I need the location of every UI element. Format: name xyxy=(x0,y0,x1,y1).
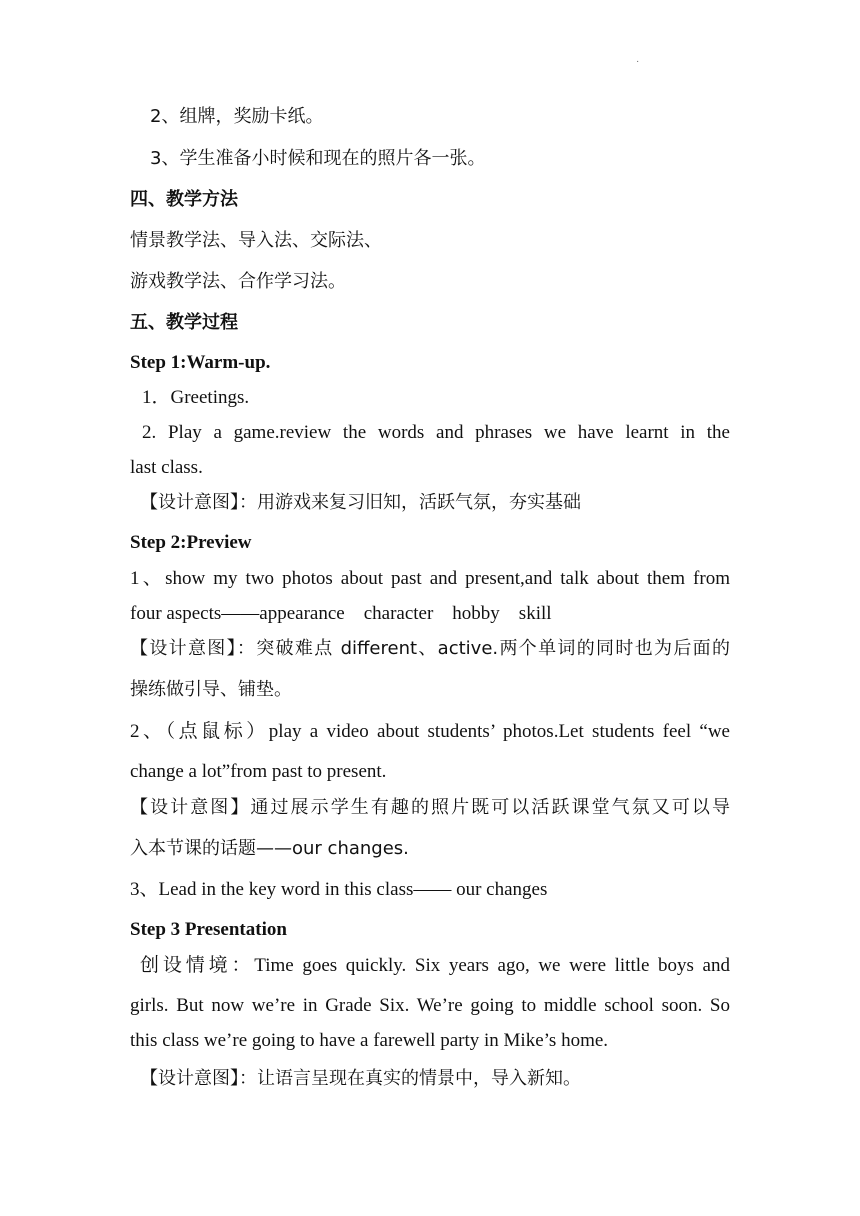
design-intent-2-cont: 操练做引导、铺垫。 xyxy=(130,679,292,700)
methods-line-2: 游戏教学法、合作学习法。 xyxy=(130,271,346,292)
step-1-item-2: 2. Play a game.review the words and phrases we have learnt in the xyxy=(142,422,730,443)
step-2-item-3: 3、Lead in the key word in this class—— our changes xyxy=(130,879,548,900)
section-heading-methods: 四、教学方法 xyxy=(130,189,238,210)
step-2-item-2: 2、（点鼠标）play a video about students’ photos.Let students feel “we xyxy=(130,721,730,742)
design-intent-2: 【设计意图】：突破难点 different、active.两个单词的同时也为后面的 xyxy=(130,638,730,659)
header-mark: · xyxy=(636,56,640,67)
section-heading-process: 五、教学过程 xyxy=(130,312,238,333)
design-intent-1: 【设计意图】：用游戏来复习旧知，活跃气氛，夯实基础 xyxy=(140,492,581,513)
step-1-item-1: 1．Greetings. xyxy=(142,387,250,408)
step-2-item-1: 1、show my two photos about past and present,and talk about them from xyxy=(130,568,730,589)
step-1-heading: Step 1:Warm-up. xyxy=(130,352,271,373)
material-item-2: 2、组牌，奖励卡纸。 xyxy=(150,106,324,127)
step-2-item-1-cont: four aspects——appearance character hobby skill xyxy=(130,603,552,624)
design-intent-4: 【设计意图】：让语言呈现在真实的情景中，导入新知。 xyxy=(140,1068,581,1089)
step-3-context-1: 创设情境：Time goes quickly. Six years ago, we were little boys and xyxy=(140,955,730,976)
methods-line-1: 情景教学法、导入法、交际法、 xyxy=(130,230,382,251)
step-3-heading: Step 3 Presentation xyxy=(130,919,287,940)
step-3-context-3: this class we’re going to have a farewell party in Mike’s home. xyxy=(130,1030,609,1051)
step-2-item-2-cont: change a lot”from past to present. xyxy=(130,761,387,782)
step-1-item-2-cont: last class. xyxy=(130,457,203,478)
step-3-context-2: girls. But now we’re in Grade Six. We’re going to middle school soon. So xyxy=(130,995,730,1016)
design-intent-3-cont: 入本节课的话题——our changes. xyxy=(130,838,409,859)
material-item-3: 3、学生准备小时候和现在的照片各一张。 xyxy=(150,148,486,169)
step-2-heading: Step 2:Preview xyxy=(130,532,252,553)
design-intent-3: 【设计意图】通过展示学生有趣的照片既可以活跃课堂气氛又可以导 xyxy=(130,797,730,818)
